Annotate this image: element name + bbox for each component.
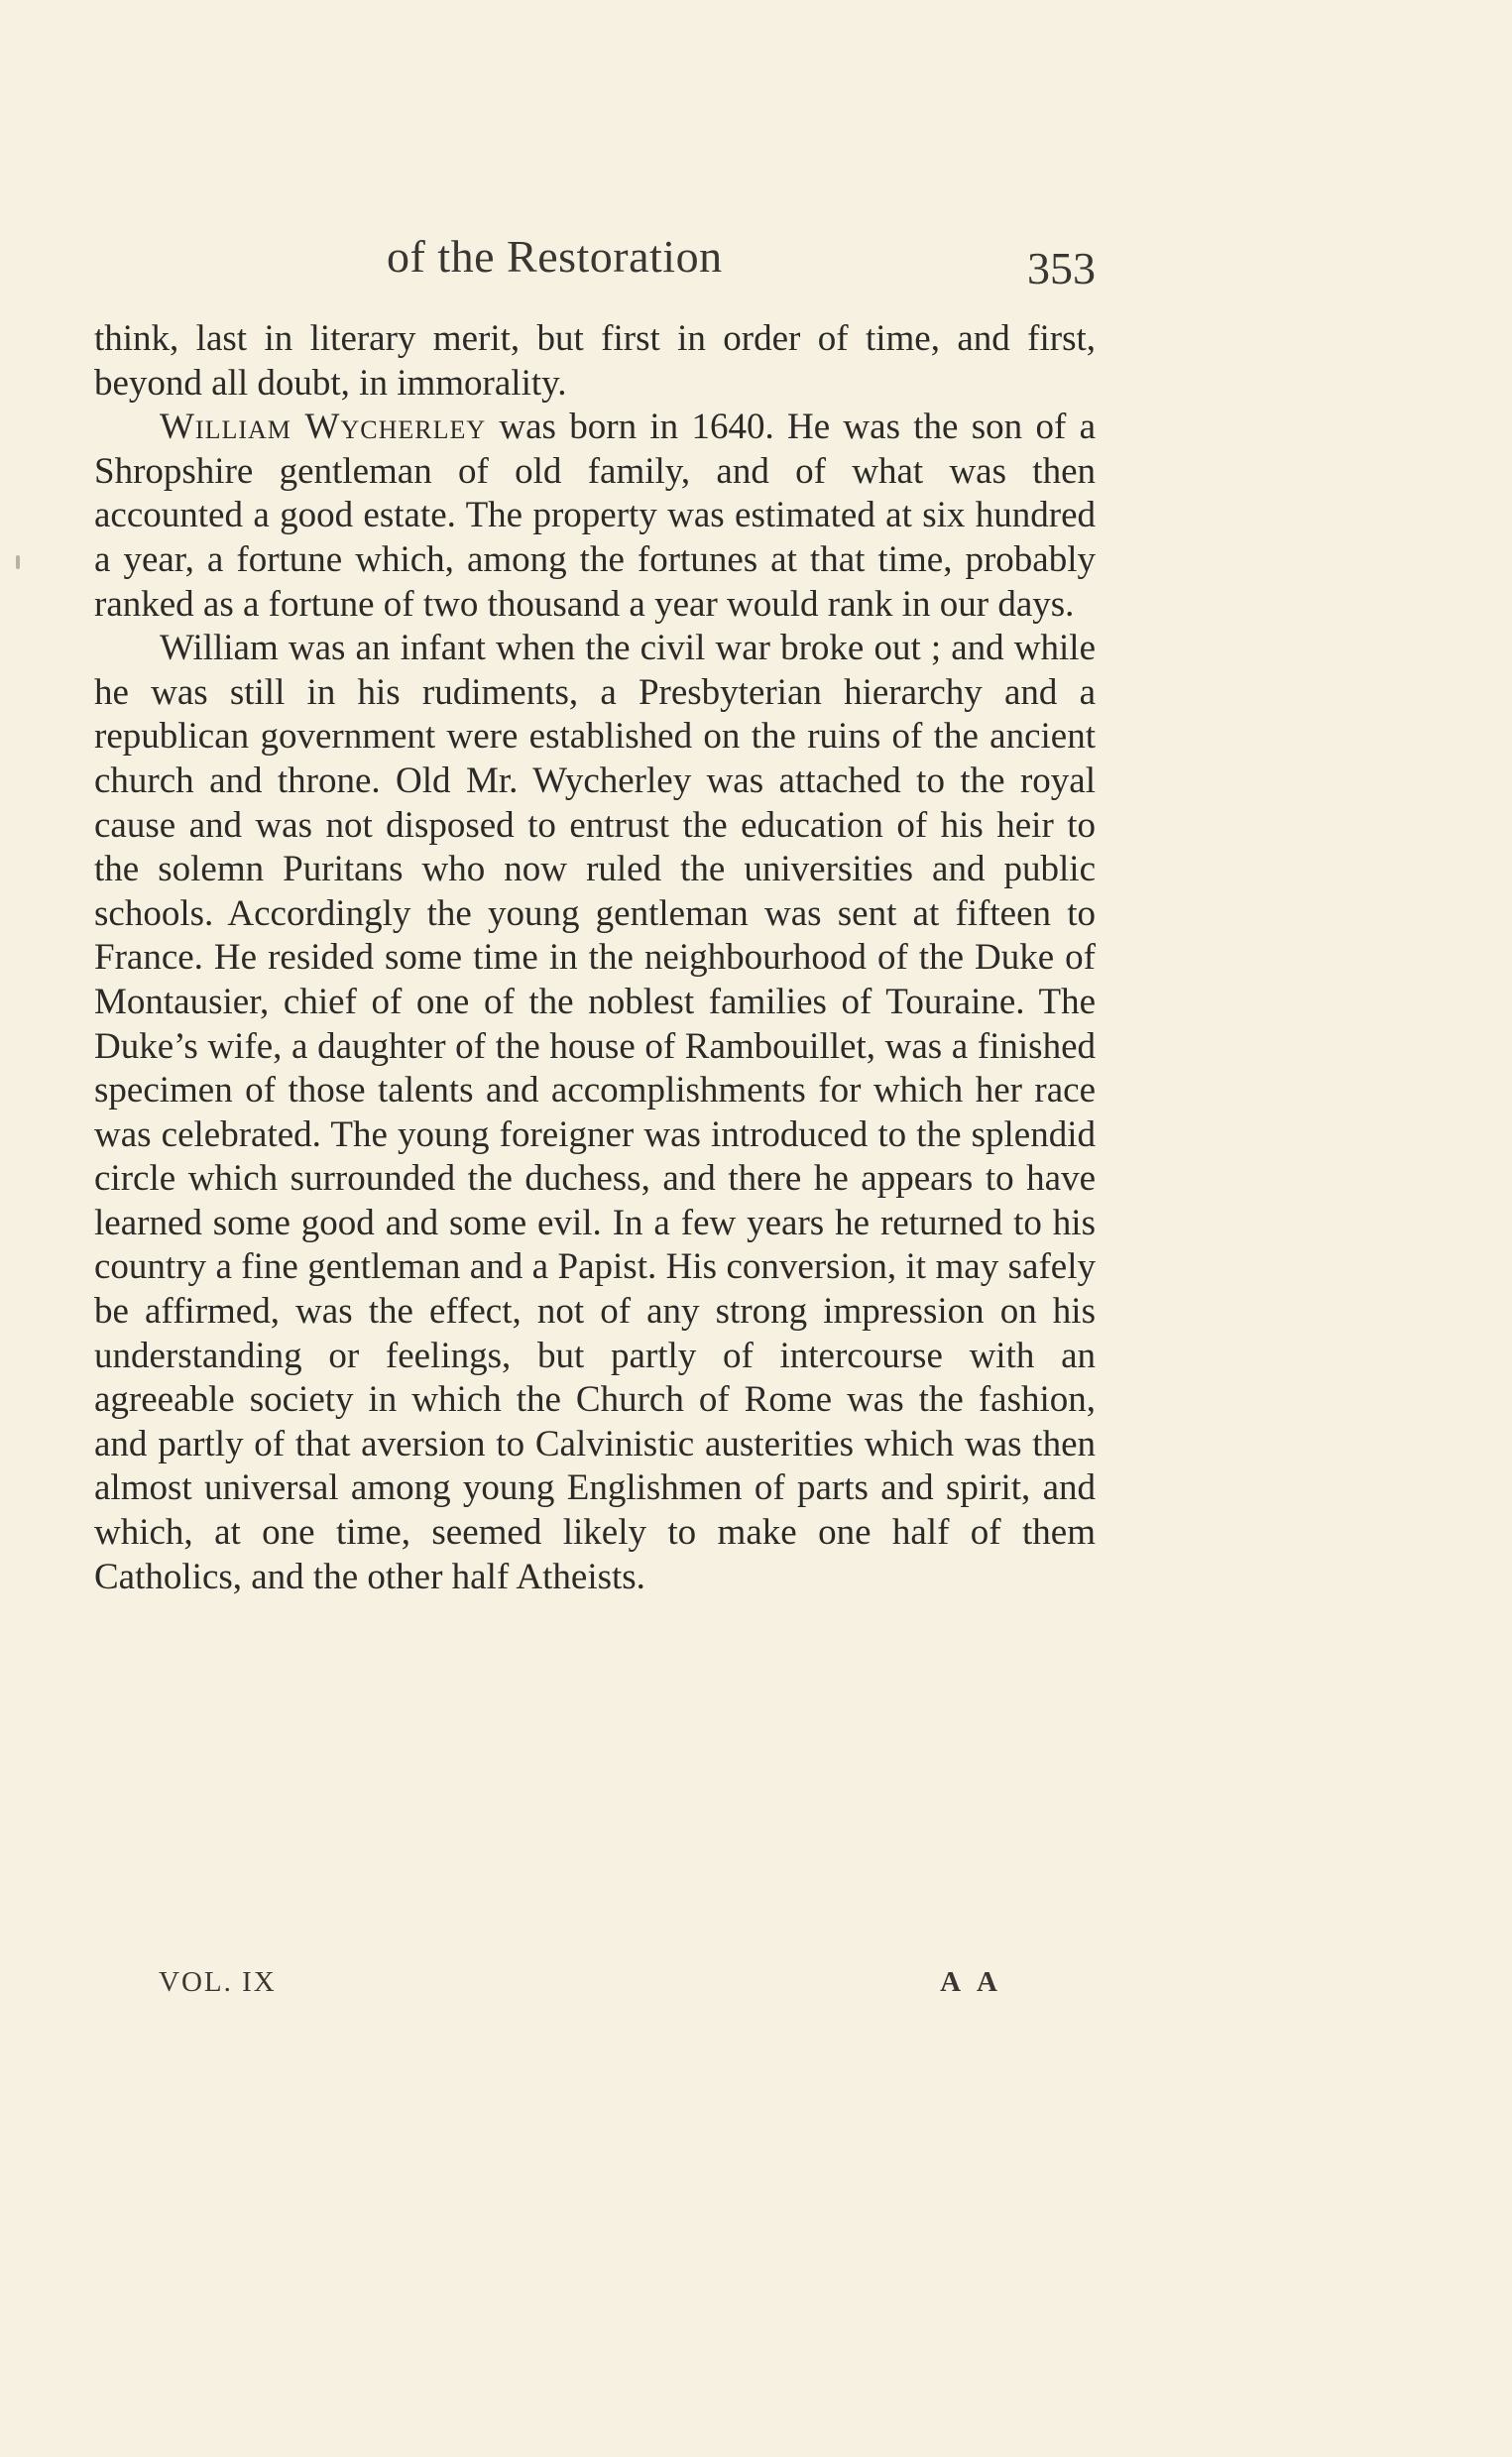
running-head — [94, 230, 1096, 293]
signature-mark: A A — [940, 1966, 1003, 1998]
page-number: 353 — [1027, 243, 1096, 293]
page-footer — [159, 1966, 1003, 2006]
running-title: of the Restoration — [387, 231, 723, 282]
paragraph-wycherley-birth-text: was born in 1640. He was the son of a Shropshire gentleman of old family, and of what was then accounted a good estate. The property was estimated at six hundred a year, a fortune which, among the fortunes at that time, probably ranked as a fortune of two thousand a year would rank in our days. — [94, 407, 1096, 625]
author-name-smallcaps: William Wycherley — [160, 407, 487, 448]
body-text — [94, 317, 1096, 1599]
paragraph-continued: think, last in literary merit, but first in order of time, and first, beyond all doubt, in immorality. — [94, 318, 1096, 404]
margin-speck — [16, 555, 20, 569]
volume-label: VOL. IX — [159, 1966, 277, 1998]
paragraph-education: William was an infant when the civil war broke out ; and while he was still in his rudiments, a Presbyterian hierarchy and a republican government were established on the ruins of the ancient church and throne. Old Mr. Wycherley was attached to the royal cause and was not disposed to entrust the education of his heir to the solemn Puritans who now ruled the universities and public schools. Accordingly the young gentleman was sent at fifteen to France. He resided some time in the neighbourhood of the Duke of Montausier, chief of one of the noblest families of Touraine. The Duke’s wife, a daughter of the house of Rambouillet, was a finished specimen of those talents and accomplishments for which her race was celebrated. The young foreigner was introduced to the splendid circle which surrounded the duchess, and there he appears to have learned some good and some evil. In a few years he returned to his country a fine gentleman and a Papist. His conversion, it may safely be affirmed, was the effect, not of any strong impression on his understanding or feelings, but partly of intercourse with an agreeable society in which the Church of Rome was the fashion, and partly of that aversion to Calvinistic austerities which was then almost universal among young Englishmen of parts and spirit, and which, at one time, seemed likely to make one half of them Catholics, and the other half Atheists. — [94, 628, 1096, 1597]
paragraph-wycherley-birth — [94, 406, 1096, 627]
